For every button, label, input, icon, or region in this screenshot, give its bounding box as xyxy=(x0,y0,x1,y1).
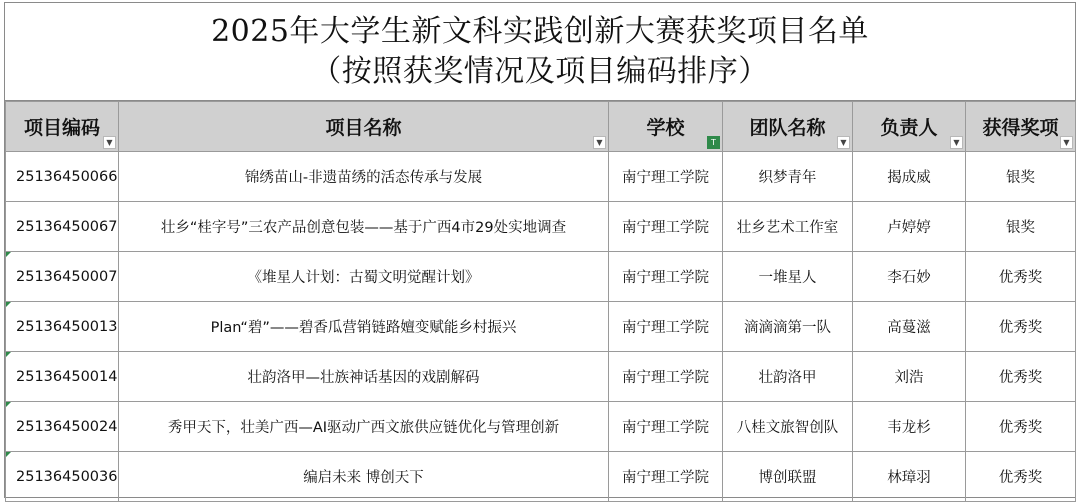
header-cell[interactable] xyxy=(119,102,609,152)
cell-award[interactable]: 银奖 xyxy=(966,202,1076,252)
filter-dropdown-icon[interactable]: ▼ xyxy=(837,136,850,149)
cell-code-text: 25136450013 xyxy=(16,318,118,335)
cell-award[interactable]: 优秀奖 xyxy=(966,402,1076,452)
cell-school[interactable]: 南宁理工学院 xyxy=(609,252,723,302)
cell-team[interactable]: 壮韵洛甲 xyxy=(723,352,853,402)
table-row xyxy=(6,252,1076,302)
header-label: 获得奖项 xyxy=(982,117,1059,139)
cell-leader[interactable]: 韦龙杉 xyxy=(853,402,966,452)
cell-marker-icon xyxy=(6,452,11,457)
cell-award[interactable]: 银奖 xyxy=(966,152,1076,202)
cell-name[interactable]: 壮韵洛甲—壮族神话基因的戏剧解码 xyxy=(119,352,609,402)
header-cell[interactable] xyxy=(609,102,723,152)
cell-name[interactable]: 锦绣苗山-非遗苗绣的活态传承与发展 xyxy=(119,152,609,202)
cell-leader[interactable]: 刘浩 xyxy=(853,352,966,402)
filter-active-icon[interactable]: T xyxy=(707,136,720,149)
header-label: 项目编码 xyxy=(23,117,100,139)
cell-code-text: 25136450007 xyxy=(16,268,118,285)
header-row xyxy=(6,102,1076,152)
page-subtitle: （按照获奖情况及项目编码排序） xyxy=(311,53,769,89)
cell-school[interactable]: 南宁理工学院 xyxy=(609,352,723,402)
cell-name[interactable]: 秀甲天下，壮美广西—AI驱动广西文旅供应链优化与管理创新 xyxy=(119,402,609,452)
cell-code-text: 25136450036 xyxy=(16,468,118,485)
cell-marker-icon xyxy=(6,402,11,407)
header-cell[interactable] xyxy=(853,102,966,152)
spreadsheet xyxy=(4,2,1076,498)
cell-marker-icon xyxy=(6,252,11,257)
cell-code[interactable] xyxy=(6,452,119,502)
cell-award[interactable]: 优秀奖 xyxy=(966,252,1076,302)
cell-school[interactable]: 南宁理工学院 xyxy=(609,152,723,202)
cell-team[interactable]: 壮乡艺术工作室 xyxy=(723,202,853,252)
cell-marker-icon xyxy=(6,352,11,357)
cell-code-text: 25136450014 xyxy=(16,368,118,385)
table-row xyxy=(6,302,1076,352)
table-row xyxy=(6,352,1076,402)
cell-leader[interactable]: 卢婷婷 xyxy=(853,202,966,252)
cell-code[interactable] xyxy=(6,352,119,402)
cell-leader[interactable]: 揭成威 xyxy=(853,152,966,202)
header-cell[interactable] xyxy=(723,102,853,152)
page-title: 2025年大学生新文科实践创新大赛获奖项目名单 xyxy=(211,13,869,49)
filter-dropdown-icon[interactable]: ▼ xyxy=(1060,136,1073,149)
table-row xyxy=(6,452,1076,502)
filter-dropdown-icon[interactable]: ▼ xyxy=(103,136,116,149)
cell-name[interactable]: 《堆星人计划：古蜀文明觉醒计划》 xyxy=(119,252,609,302)
header-cell[interactable] xyxy=(966,102,1076,152)
table-row xyxy=(6,152,1076,202)
cell-school[interactable]: 南宁理工学院 xyxy=(609,452,723,502)
cell-leader[interactable]: 李石妙 xyxy=(853,252,966,302)
header-label: 学校 xyxy=(646,117,685,139)
cell-code-text: 25136450024 xyxy=(16,418,118,435)
cell-team[interactable]: 织梦青年 xyxy=(723,152,853,202)
cell-award[interactable]: 优秀奖 xyxy=(966,452,1076,502)
cell-award[interactable]: 优秀奖 xyxy=(966,302,1076,352)
filter-dropdown-icon[interactable]: ▼ xyxy=(593,136,606,149)
cell-marker-icon xyxy=(6,302,11,307)
awards-table xyxy=(5,101,1076,502)
header-label: 团队名称 xyxy=(749,117,826,139)
cell-name[interactable]: 编启未来 博创天下 xyxy=(119,452,609,502)
header-label: 负责人 xyxy=(880,117,938,139)
header-cell[interactable] xyxy=(6,102,119,152)
cell-school[interactable]: 南宁理工学院 xyxy=(609,402,723,452)
cell-name[interactable]: 壮乡“桂字号”三农产品创意包装——基于广西4市29处实地调查 xyxy=(119,202,609,252)
cell-code[interactable] xyxy=(6,252,119,302)
cell-code[interactable] xyxy=(6,402,119,452)
header-label: 项目名称 xyxy=(325,117,402,139)
table-row xyxy=(6,202,1076,252)
cell-team[interactable]: 博创联盟 xyxy=(723,452,853,502)
cell-code[interactable]: 25136450066 xyxy=(6,152,119,202)
cell-team[interactable]: 八桂文旅智创队 xyxy=(723,402,853,452)
cell-leader[interactable]: 高蔓滋 xyxy=(853,302,966,352)
table-row xyxy=(6,402,1076,452)
cell-code[interactable] xyxy=(6,302,119,352)
cell-name[interactable]: Plan“碧”——碧香瓜营销链路嬗变赋能乡村振兴 xyxy=(119,302,609,352)
cell-team[interactable]: 一堆星人 xyxy=(723,252,853,302)
title-block xyxy=(5,3,1075,101)
cell-leader[interactable]: 林璋羽 xyxy=(853,452,966,502)
cell-award[interactable]: 优秀奖 xyxy=(966,352,1076,402)
cell-team[interactable]: 滴滴滴第一队 xyxy=(723,302,853,352)
cell-school[interactable]: 南宁理工学院 xyxy=(609,302,723,352)
filter-dropdown-icon[interactable]: ▼ xyxy=(950,136,963,149)
cell-code[interactable]: 25136450067 xyxy=(6,202,119,252)
cell-school[interactable]: 南宁理工学院 xyxy=(609,202,723,252)
